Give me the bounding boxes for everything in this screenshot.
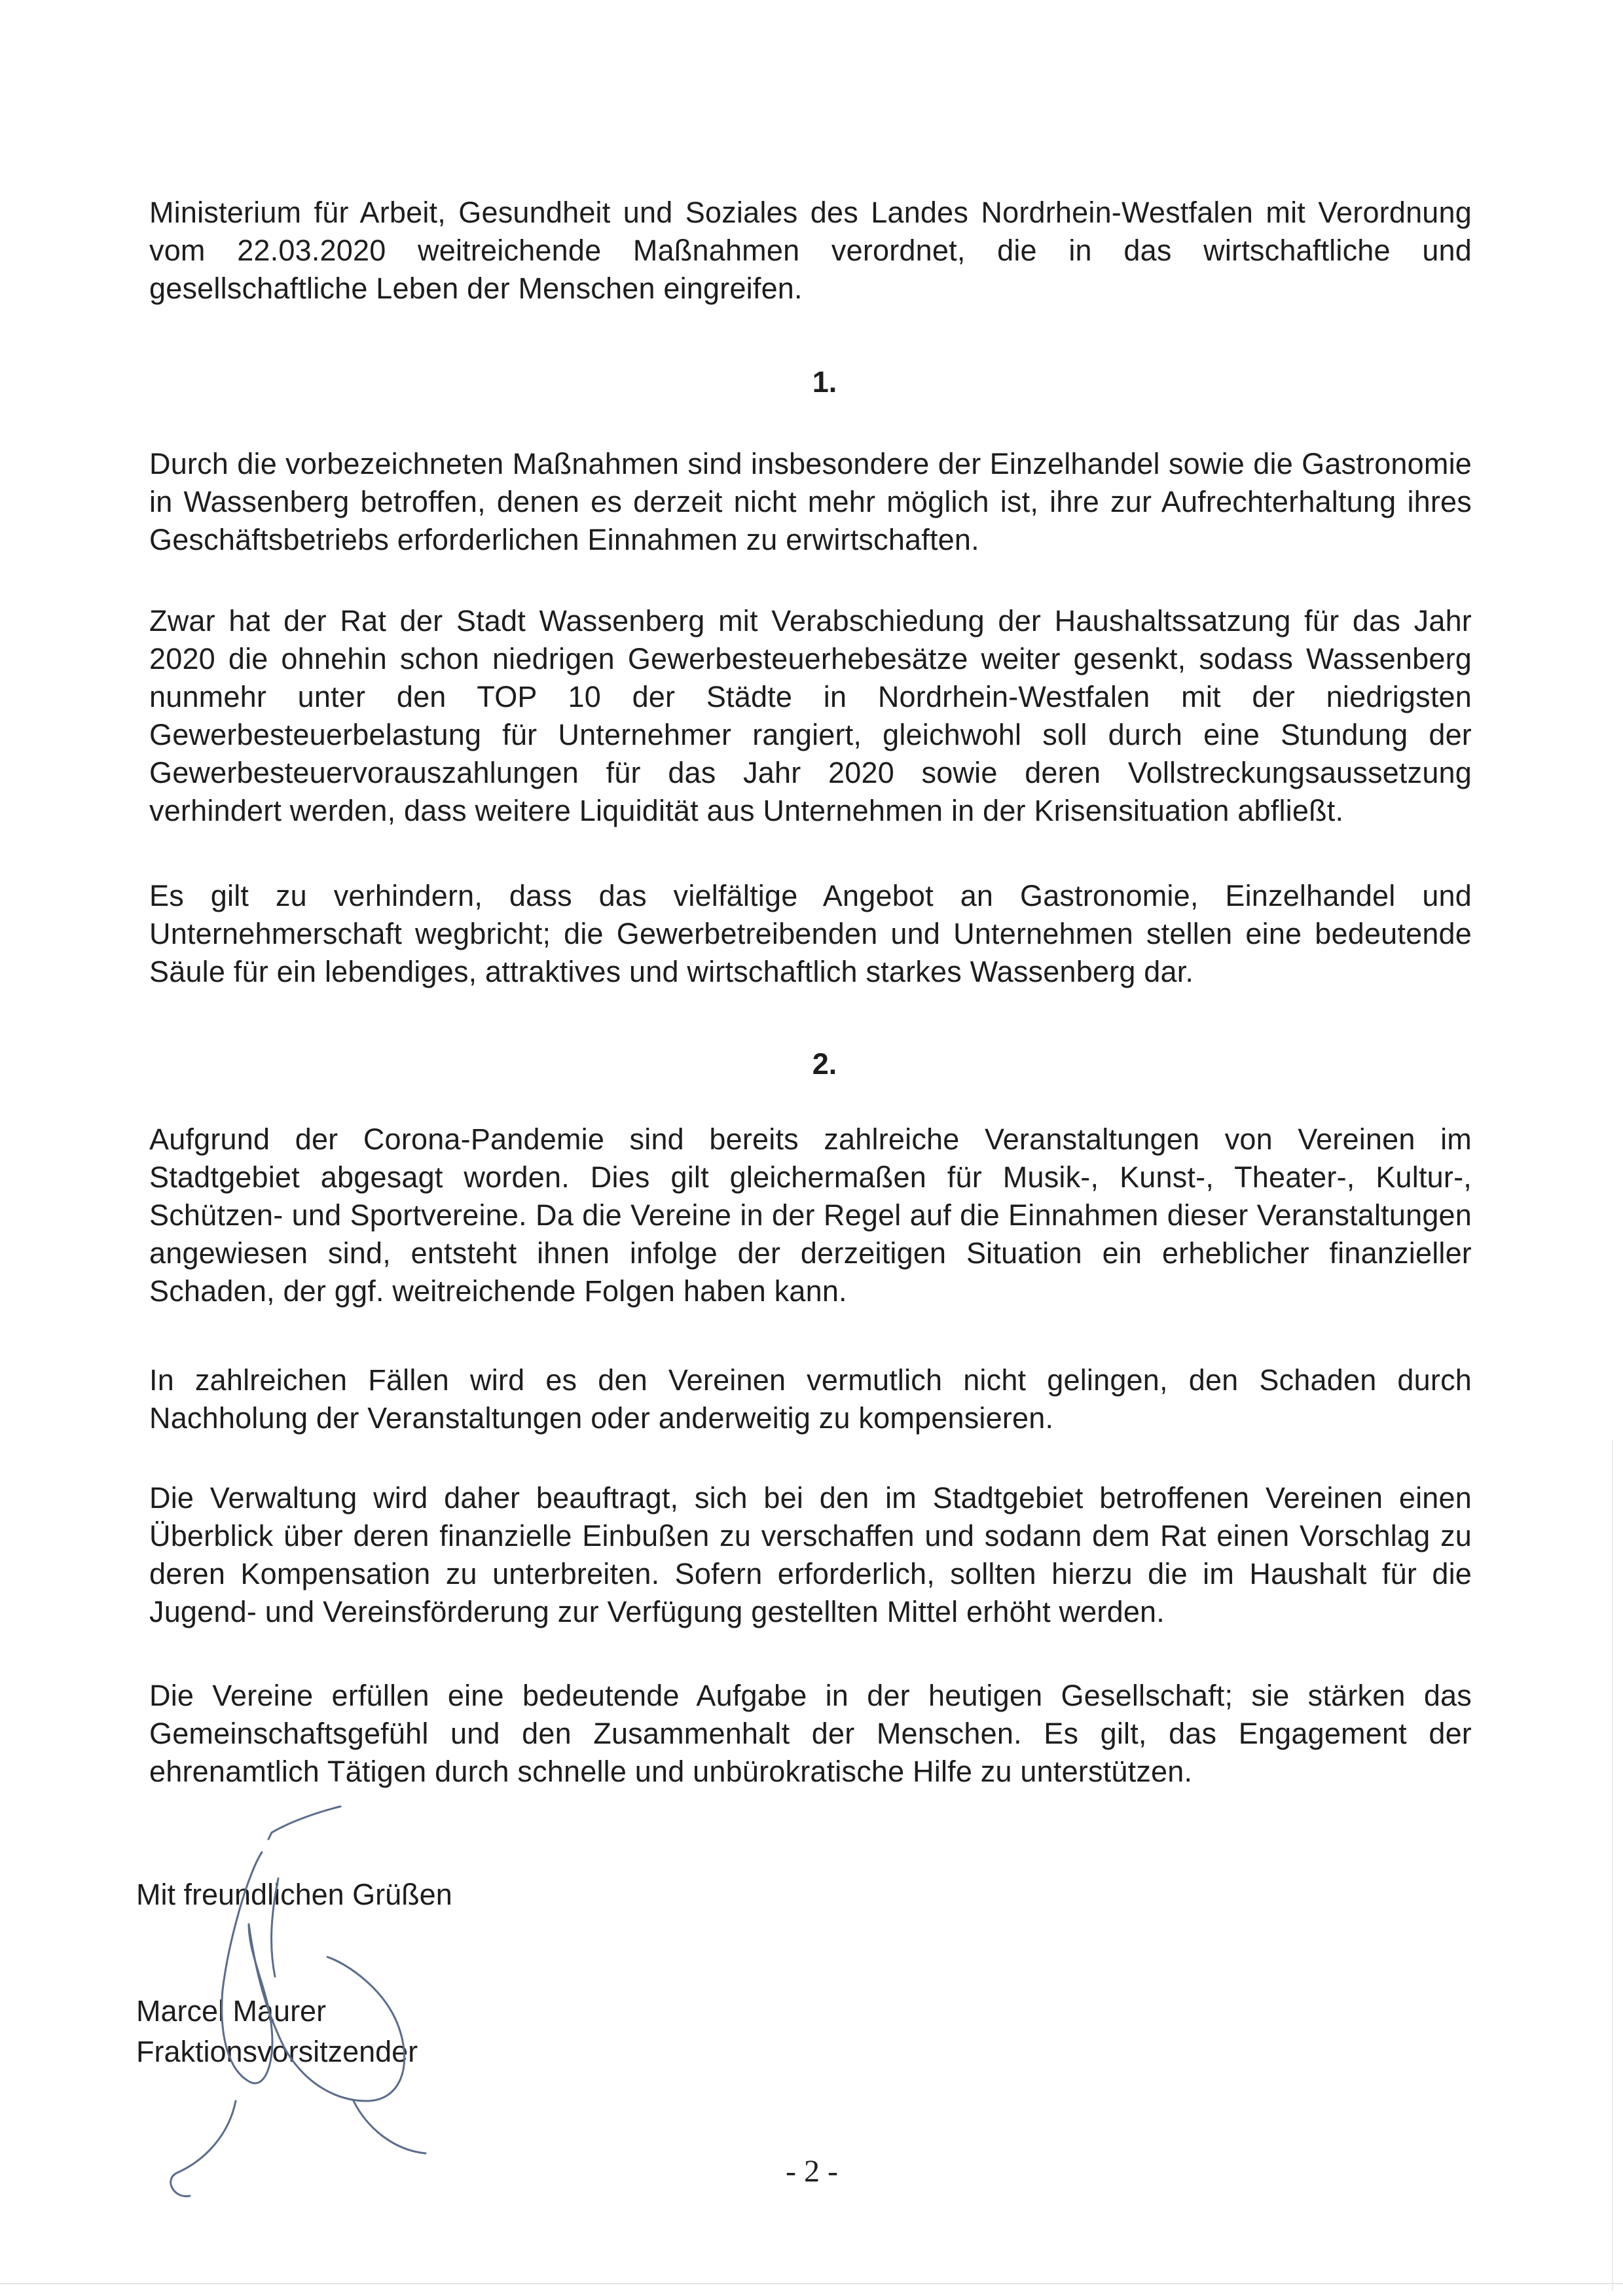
closing-greeting: Mit freundlichen Grüßen bbox=[136, 1878, 452, 1911]
section-2-paragraph-1: Aufgrund der Corona-Pandemie sind bereits zahlreiche Veranstaltungen von Vereinen im Stadtgebiet abgesagt worden. Dies gilt gleichermaßen für Musik-, Kunst-, Theater-, Kultur-, Schützen- und Sportvereine. Da die Vereine in der Regel auf die Einnahmen dieser Veranstaltungen angewiesen sind, entsteht ihnen infolge der derzeitigen Situation ein erheblicher finanzieller Schaden, der ggf. weitreichende Folgen haben kann. bbox=[149, 1122, 1472, 1308]
intro-paragraph: Ministerium für Arbeit, Gesundheit und Soziales des Landes Nordrhein-Westfalen mit Verordnung vom 22.03.2020 weitreichende Maßnahmen verordnet, die in das wirtschaftliche und gesellschaftliche Leben der Menschen eingreifen. bbox=[149, 196, 1472, 305]
section-2-paragraph-2: In zahlreichen Fällen wird es den Vereinen vermutlich nicht gelingen, den Schaden durch Nachholung der Veranstaltungen oder anderweitig zu kompensieren. bbox=[149, 1363, 1472, 1435]
signer-role: Fraktionsvorsitzender bbox=[136, 2035, 418, 2068]
section-1-paragraph-2: Zwar hat der Rat der Stadt Wassenberg mit Verabschiedung der Haushaltssatzung für das Jahr 2020 die ohnehin schon niedrigen Gewerbesteuerhebesätze weiter gesenkt, sodass Wassenberg nunmehr unter den TOP 10 der Städte in Nordrhein-Westfalen mit der niedrigsten Gewerbesteuerbelastung für Unternehmer rangiert, gleichwohl soll durch eine Stundung der Gewerbesteuervorauszahlungen für das Jahr 2020 sowie deren Vollstreckungsaussetzung verhindert werden, dass weitere Liquidität aus Unternehmen in der Krisensituation abfließt. bbox=[149, 604, 1472, 827]
signature-image bbox=[151, 1793, 452, 2212]
signer-name: Marcel Maurer bbox=[136, 1994, 327, 2028]
section-1-paragraph-1: Durch die vorbezeichneten Maßnahmen sind insbesondere der Einzelhandel sowie die Gastronomie in Wassenberg betroffen, denen es derzeit nicht mehr möglich ist, ihre zur Aufrechterhaltung ihres Geschäftsbetriebs erforderlichen Einnahmen zu erwirtschaften. bbox=[149, 447, 1472, 556]
section-1-paragraph-3: Es gilt zu verhindern, dass das vielfältige Angebot an Gastronomie, Einzelhandel und Unternehmerschaft wegbricht; die Gewerbetreibenden und Unternehmen stellen eine bedeutende Säule für ein lebendiges, attraktives und wirtschaftlich starkes Wassenberg dar. bbox=[149, 879, 1472, 988]
section-2-paragraph-4: Die Vereine erfüllen eine bedeutende Aufgabe in der heutigen Gesellschaft; sie stärken das Gemeinschaftsgefühl und den Zusammenhalt der Menschen. Es gilt, das Engagement der ehrenamtlich Tätigen durch schnelle und unbürokratische Hilfe zu unterstützen. bbox=[149, 1679, 1472, 1788]
scan-edge-right bbox=[1612, 1440, 1613, 2291]
page-number: - 2 - bbox=[786, 2154, 838, 2189]
section-1-number: 1. bbox=[812, 365, 837, 399]
section-2-number: 2. bbox=[812, 1047, 837, 1081]
scan-edge-bottom bbox=[0, 2283, 1623, 2284]
section-2-paragraph-3: Die Verwaltung wird daher beauftragt, sich bei den im Stadtgebiet betroffenen Vereinen einen Überblick über deren finanzielle Einbußen zu verschaffen und sodann dem Rat einen Vorschlag zu deren Kompensation zu unterbreiten. Sofern erforderlich, sollten hierzu die im Haushalt für die Jugend- und Vereinsförderung zur Verfügung gestellten Mittel erhöht werden. bbox=[149, 1481, 1472, 1628]
